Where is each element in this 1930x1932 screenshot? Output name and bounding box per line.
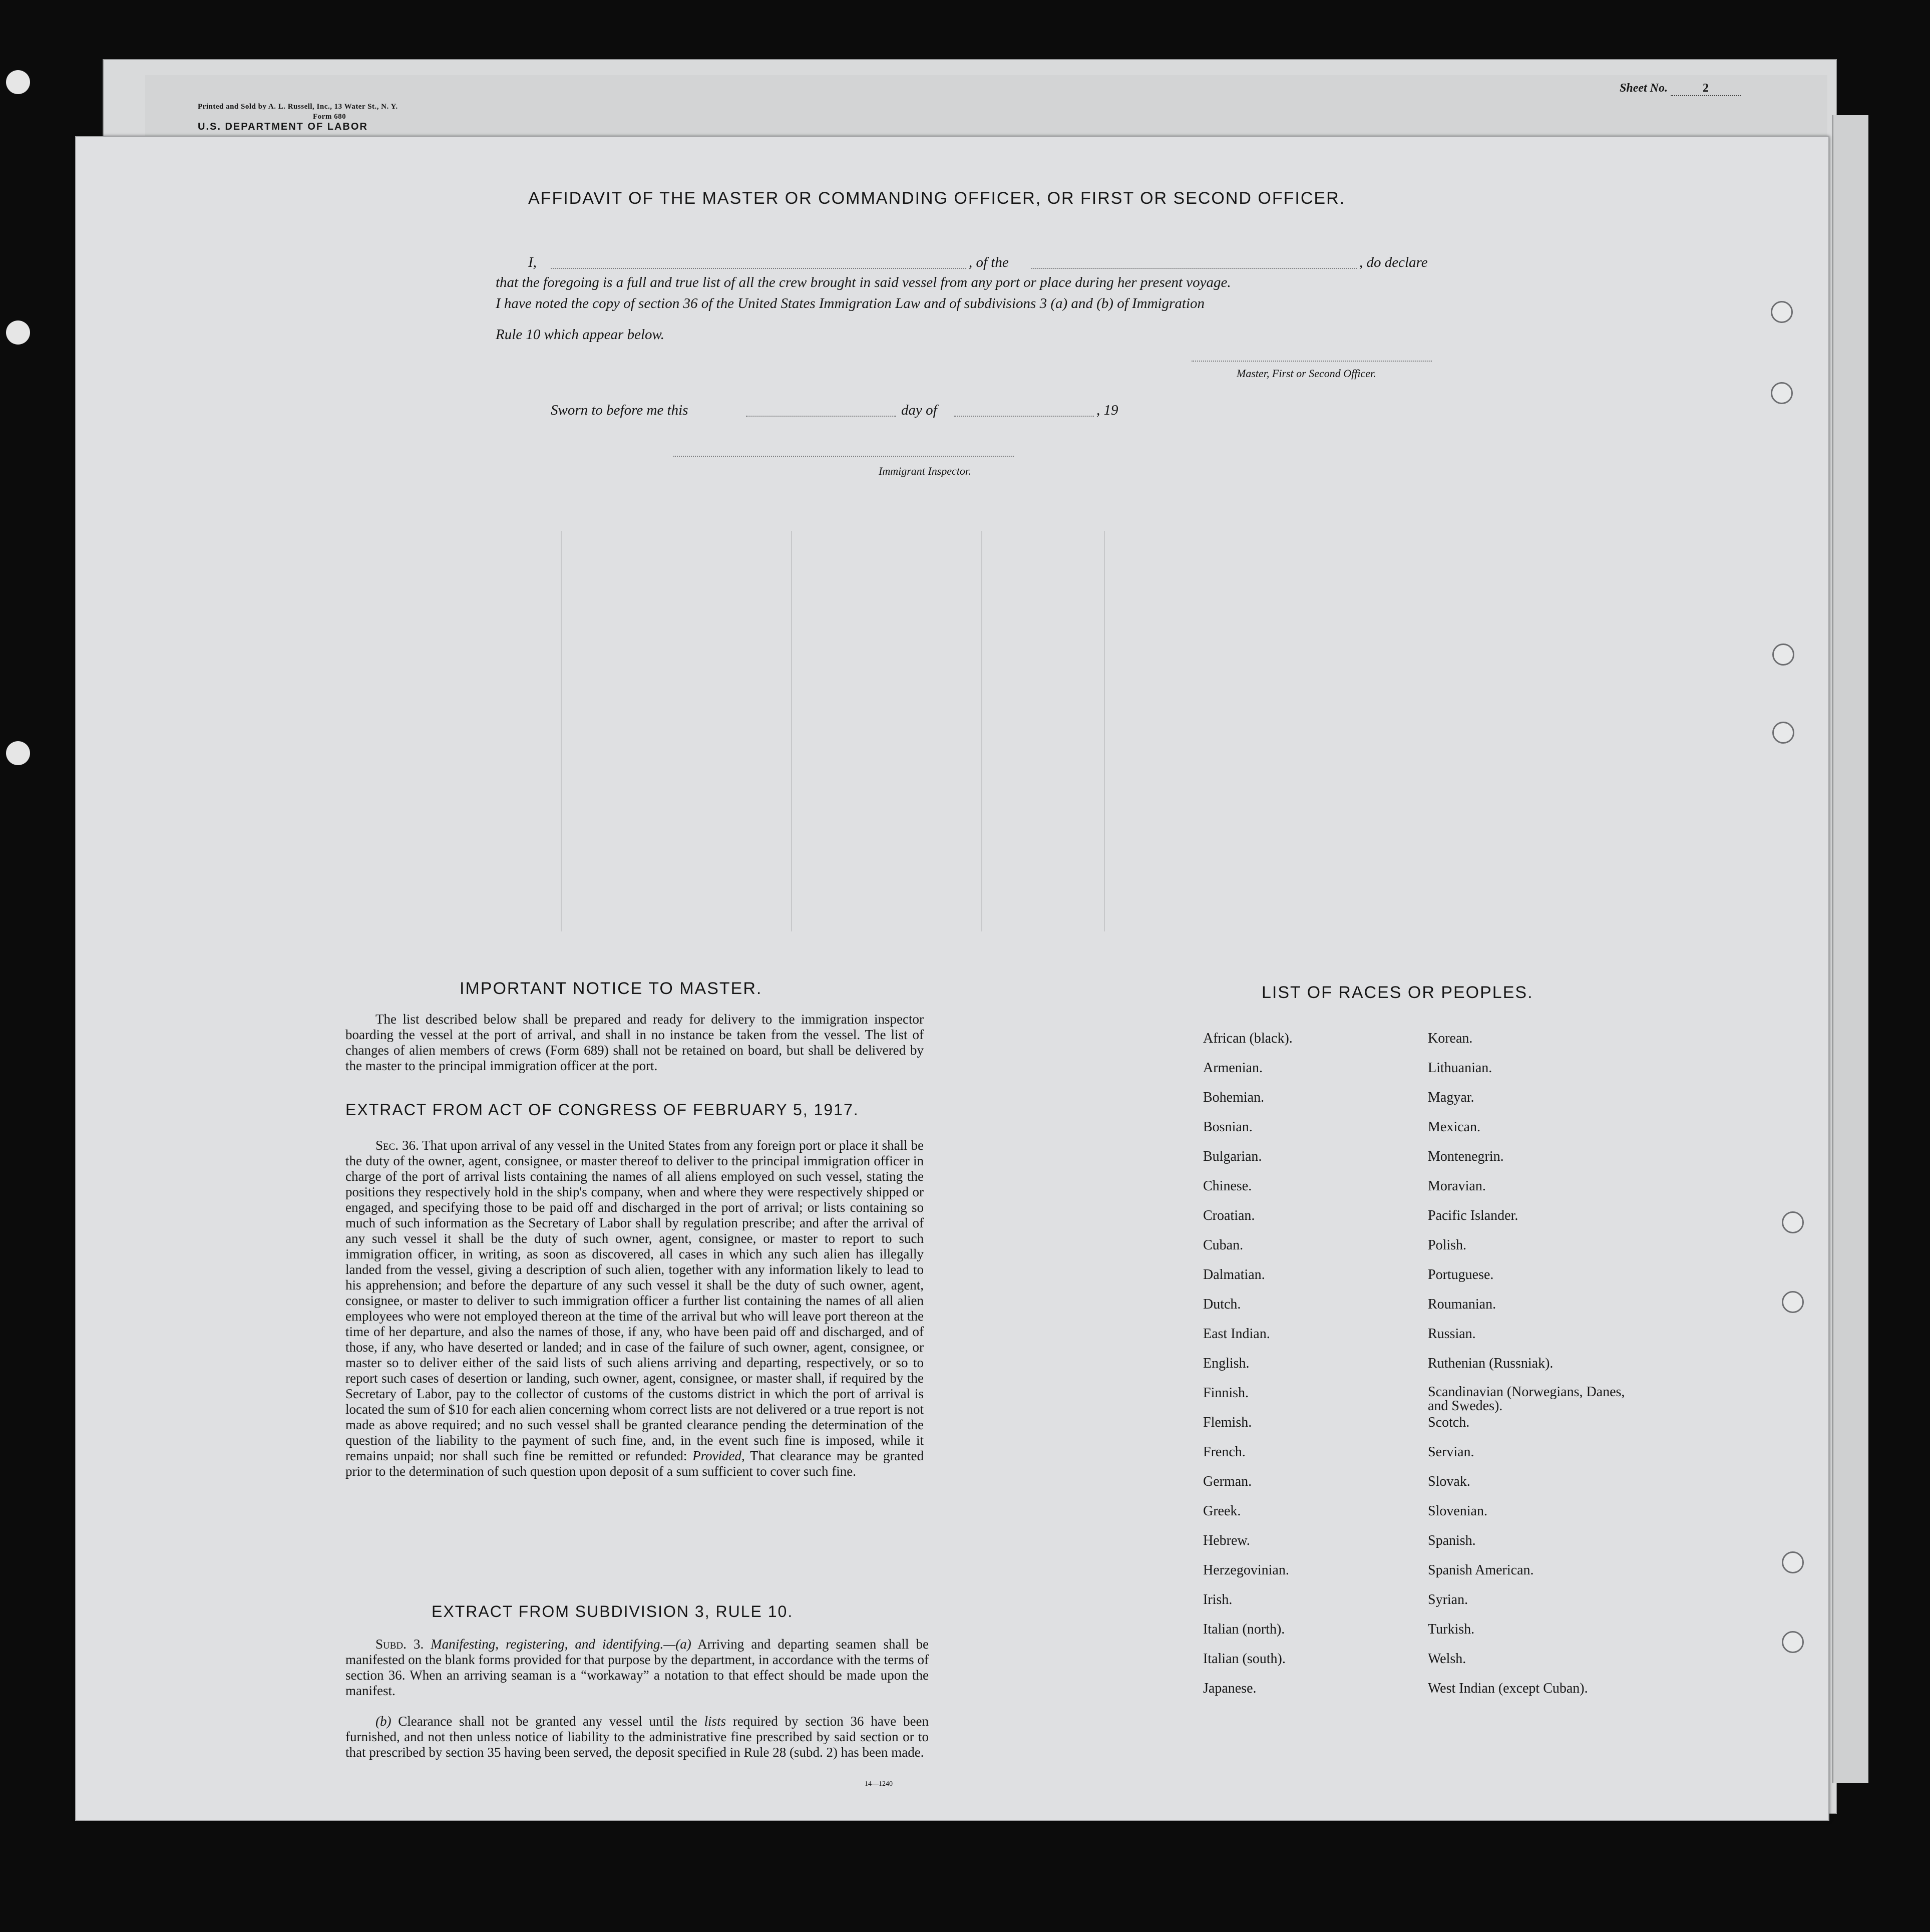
act-section-label: Sec. 36. [375, 1138, 419, 1153]
act-title: EXTRACT FROM ACT OF CONGRESS OF FEBRUARY 5, 1917. [345, 1101, 859, 1119]
affidavit-of-the-label: , of the [969, 254, 1009, 270]
master-signature-line [1192, 361, 1432, 362]
race-item: French. [1203, 1444, 1246, 1460]
rule-text-b: (b) Clearance shall not be granted any vessel until the lists required by section 36 have been furnished, and not then unless notice of liability to the administrative fine prescribed by said section or to that prescribed by section 35 having been served, the deposit specified in Rule 28 (subd. 2) has been made. [345, 1714, 929, 1760]
race-item: Spanish American. [1428, 1562, 1534, 1578]
act-text: Sec. 36. That upon arrival of any vessel in the United States from any foreign port or place it shall be the duty of the owner, agent, consignee, or master thereof to deliver to the principal immigration officer in charge of the port of arrival lists containing the names of all aliens employed on such vessel, stating the positions they respectively hold in the ship's company, when and where they were respectively shipped or engaged, and specifying those to be paid off and discharged in the port of arrival; or lists containing so much of such information as the Secretary of Labor shall by regulation prescribe; and after the arrival of any such vessel it shall be the duty of such owner, agent, consignee, or master to report to such immigration officer, in writing, as soon as discovered, all cases in which any such alien has illegally landed from the vessel, giving a description of such alien, together with any information likely to lead to his apprehension; and before the departure of any such vessel it shall be the duty of such owner, agent, consignee, or master to deliver to such immigration officer a further list containing the names of all alien employees who were not employed thereon at the time of the arrival but who will leave port thereon at the time of her departure, and also the names of those, if any, who have been paid off and discharged, and of those, if any, who have deserted or landed; and in case of the failure of such owner, agent, consignee, or master so to deliver either of the said lists of such aliens arriving and departing, respectively, or so to report such cases of desertion or landing, such owner, agent, consignee, or master shall, if required by the Secretary of Labor, pay to the collector of customs of the customs district in which the port of arrival is located the sum of $10 for each alien concerning whom correct lists are not delivered or a true report is not made as above required; and no such vessel shall be granted clearance pending the determination of the question of the liability to the payment of such fine, and, in the event such fine is imposed, while it remains unpaid; nor shall such fine be remitted or refunded: Provided, That clearance may be granted prior to the determination of such question upon deposit of a sum sufficient to cover such fine. [345, 1138, 924, 1479]
affidavit-line-4: Rule 10 which appear below. [496, 327, 664, 343]
year-label: , 19 [1096, 402, 1118, 418]
master-signature-label: Master, First or Second Officer. [1237, 367, 1376, 380]
race-item: Italian (north). [1203, 1622, 1285, 1637]
ring-hole [1772, 722, 1794, 744]
sworn-label: Sworn to before me this [551, 402, 688, 418]
race-item: Japanese. [1203, 1681, 1257, 1696]
race-item: Portuguese. [1428, 1267, 1494, 1282]
race-item: Mexican. [1428, 1119, 1480, 1135]
vessel-blank [1031, 268, 1357, 269]
race-item: Lithuanian. [1428, 1060, 1492, 1076]
race-item: Magyar. [1428, 1090, 1474, 1105]
print-code: 14—1240 [865, 1780, 893, 1788]
race-item: Montenegrin. [1428, 1149, 1504, 1164]
right-sheet-edge [1832, 115, 1868, 1783]
race-item: Servian. [1428, 1444, 1474, 1460]
race-item: Scandinavian (Norwegians, Danes, and Swedes). [1428, 1384, 1625, 1414]
month-blank [954, 416, 1094, 417]
ring-hole [1772, 643, 1794, 666]
affidavit-i-label: I, [528, 254, 537, 270]
races-title: LIST OF RACES OR PEOPLES. [1262, 983, 1533, 1002]
race-item: German. [1203, 1474, 1252, 1489]
race-item: Scotch. [1428, 1415, 1470, 1430]
inspector-label: Immigrant Inspector. [879, 465, 971, 477]
race-item: Syrian. [1428, 1592, 1468, 1607]
department-label: U.S. DEPARTMENT OF LABOR [198, 121, 368, 132]
binder-hole [6, 70, 30, 94]
affidavit-line-3: I have noted the copy of section 36 of the United States Immigration Law and of subdivisions 3 (a) and (b) of Immigration [496, 295, 1205, 311]
race-item: Spanish. [1428, 1533, 1476, 1548]
ring-hole [1782, 1211, 1804, 1233]
ghost-rule [791, 531, 792, 931]
race-item: East Indian. [1203, 1326, 1270, 1342]
race-item: West Indian (except Cuban). [1428, 1681, 1588, 1696]
sheet-label: Sheet No. 2 [1620, 82, 1741, 96]
ring-hole [1782, 1631, 1804, 1653]
ring-hole [1771, 382, 1793, 404]
affidavit-do-declare-label: , do declare [1359, 254, 1428, 270]
day-of-label: day of [901, 402, 937, 418]
race-item: Italian (south). [1203, 1651, 1286, 1667]
ghost-rule [1104, 531, 1105, 931]
race-item: Roumanian. [1428, 1297, 1496, 1312]
binder-hole [6, 741, 30, 765]
affidavit-line-2: that the foregoing is a full and true list of all the crew brought in said vessel from any port or place during her present voyage. [496, 274, 1231, 290]
races-right-column [1428, 1031, 1643, 1710]
race-item: Welsh. [1428, 1651, 1466, 1667]
ring-hole [1771, 301, 1793, 323]
race-item: English. [1203, 1356, 1250, 1371]
ghost-rule [981, 531, 982, 931]
race-item: Bohemian. [1203, 1090, 1265, 1105]
notice-title: IMPORTANT NOTICE TO MASTER. [460, 979, 762, 998]
race-item: Irish. [1203, 1592, 1233, 1607]
race-item: Slovenian. [1428, 1503, 1487, 1519]
race-item: Greek. [1203, 1503, 1241, 1519]
race-item: Russian. [1428, 1326, 1476, 1342]
race-item: Hebrew. [1203, 1533, 1250, 1548]
form-number: Form 680 [313, 113, 346, 121]
rule-title: EXTRACT FROM SUBDIVISION 3, RULE 10. [432, 1602, 794, 1621]
race-item: Bulgarian. [1203, 1149, 1262, 1164]
race-item: Cuban. [1203, 1237, 1244, 1253]
race-item: Bosnian. [1203, 1119, 1253, 1135]
race-item: Finnish. [1203, 1385, 1249, 1401]
race-item: Dalmatian. [1203, 1267, 1265, 1282]
rule-text-a: Subd. 3. Manifesting, registering, and identifying.—(a) Arriving and departing seamen shall be manifested on the blank forms provided for that purpose by the department, in accordance with the terms of section 36. When an arriving seaman is a “workaway” a notation to that effect should be made upon the manifest. [345, 1637, 929, 1698]
inspector-signature-line [673, 456, 1014, 457]
race-item: Polish. [1428, 1237, 1467, 1253]
ring-hole [1782, 1291, 1804, 1313]
ring-hole [1782, 1551, 1804, 1573]
race-item: Chinese. [1203, 1178, 1252, 1194]
race-item: Herzegovinian. [1203, 1562, 1289, 1578]
race-item: Armenian. [1203, 1060, 1263, 1076]
sheet-number: 2 [1671, 82, 1741, 96]
binder-hole [6, 320, 30, 345]
day-blank [746, 416, 896, 417]
affidavit-title: AFFIDAVIT OF THE MASTER OR COMMANDING OFFICER, OR FIRST OR SECOND OFFICER. [528, 189, 1346, 208]
race-item: Moravian. [1428, 1178, 1486, 1194]
race-item: Slovak. [1428, 1474, 1470, 1489]
race-item: African (black). [1203, 1031, 1293, 1046]
races-left-column [1203, 1031, 1293, 1710]
printer-line: Printed and Sold by A. L. Russell, Inc., 13 Water St., N. Y. [198, 103, 398, 111]
race-item: Flemish. [1203, 1415, 1252, 1430]
name-blank [551, 268, 966, 269]
race-item: Pacific Islander. [1428, 1208, 1518, 1223]
race-item: Ruthenian (Russniak). [1428, 1356, 1554, 1371]
race-item: Dutch. [1203, 1297, 1241, 1312]
race-item: Korean. [1428, 1031, 1473, 1046]
race-item: Turkish. [1428, 1622, 1475, 1637]
race-item: Croatian. [1203, 1208, 1255, 1223]
ghost-rule [561, 531, 562, 931]
notice-text: The list described below shall be prepared and ready for delivery to the immigration inspector boarding the vessel at the port of arrival, and shall in no instance be taken from the vessel. The list of changes of alien members of crews (Form 689) shall not be retained on board, but shall be delivered by the master to the principal immigration officer at the port. [345, 1012, 924, 1073]
